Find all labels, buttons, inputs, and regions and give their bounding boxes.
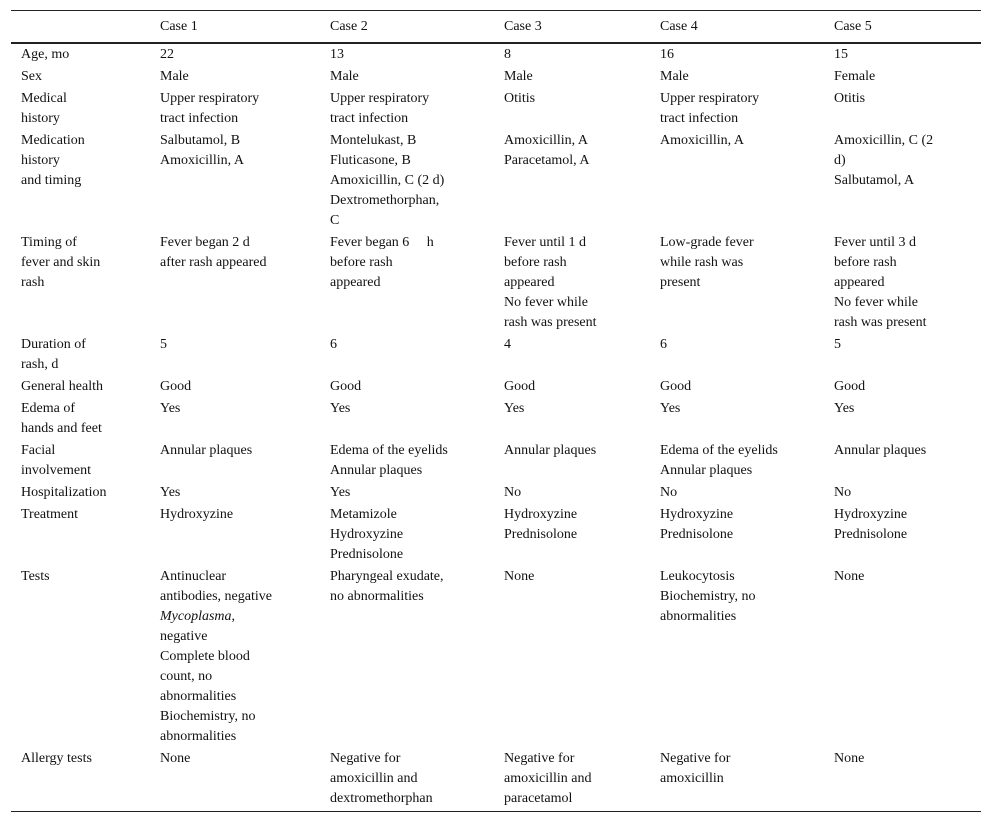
cell-medical-history-case-1 [150,88,320,130]
cell-line: Fever began 6 h [330,235,434,250]
cell-line: No [660,485,678,500]
cell-line: None [160,751,191,766]
cell-line: Female [834,69,876,84]
cell-line: Annular plaques [504,443,597,458]
cell-general-health-case-3 [494,376,650,398]
row-label-line: and timing [21,173,82,188]
row-label-line: Sex [21,69,42,84]
cell-line: Annular plaques [160,443,253,458]
row-label-line: hands and feet [21,421,102,436]
cell-sex-case-4 [650,66,824,88]
cell-facial-involvement-case-3 [494,440,650,482]
row-label-line: Age, mo [21,47,70,62]
cell-line: Male [504,69,533,84]
cell-edema-case-5 [824,398,981,440]
cell-line: 15 [834,47,848,62]
cell-line: before rash [834,255,897,270]
header-cell-case-2: Case 2 [330,19,368,34]
cell-line: No fever while [504,295,588,310]
cell-line: 4 [504,337,511,352]
cell-line: paracetamol [504,791,573,806]
cell-medication-history-case-5 [824,130,981,232]
cell-line: Metamizole [330,507,397,522]
cell-line: Annular plaques [330,463,423,478]
cell-line: while rash was [660,255,744,270]
cell-line: 8 [504,47,511,62]
cell-line: Male [660,69,689,84]
cell-duration-rash-case-3 [494,334,650,376]
cell-sex-case-2 [320,66,494,88]
cell-line: Montelukast, B [330,133,417,148]
cell-treatment-case-3 [494,504,650,566]
row-label-line: Hospitalization [21,485,107,500]
cell-hospitalization-case-3 [494,482,650,504]
row-label-edema [11,398,150,440]
cell-line: Fever until 1 d [504,235,587,250]
cell-edema-case-1 [150,398,320,440]
cell-tests-case-4 [650,566,824,748]
cell-facial-involvement-case-4 [650,440,824,482]
cell-line: None [834,751,865,766]
cell-line: appeared [504,275,555,290]
cell-allergy-tests-case-1 [150,748,320,812]
cell-line: Antinuclear [160,569,227,584]
cell-hospitalization-case-2 [320,482,494,504]
cell-line: Good [834,379,866,394]
cell-timing-fever-rash-case-4 [650,232,824,334]
cell-line: Negative for [330,751,401,766]
cell-duration-rash-case-1 [150,334,320,376]
cell-line: Edema of the eyelids [660,443,778,458]
cell-tests-case-1 [150,566,320,748]
row-label-hospitalization [11,482,150,504]
cell-line: Fluticasone, B [330,153,411,168]
row-label-timing-fever-rash [11,232,150,334]
cell-line: Prednisolone [504,527,578,542]
cell-line: 6 [330,337,337,352]
cell-line: Amoxicillin, C (2 [834,133,934,148]
cell-line: abnormalities [660,609,737,624]
row-label-treatment [11,504,150,566]
cell-age-case-3 [494,43,650,66]
cell-line: Otitis [834,91,866,106]
table-row-sex [11,66,981,88]
cell-line: abnormalities [160,729,237,744]
cell-line: abnormalities [160,689,237,704]
cell-duration-rash-case-2 [320,334,494,376]
cell-facial-involvement-case-5 [824,440,981,482]
cell-line: Amoxicillin, A [660,133,744,148]
cell-age-case-4 [650,43,824,66]
cell-line: Biochemistry, no [660,589,756,604]
row-label-line: fever and skin [21,255,101,270]
table-row-hospitalization [11,482,981,504]
cell-edema-case-3 [494,398,650,440]
table-row-treatment [11,504,981,566]
header-cell-case-5: Case 5 [834,19,872,34]
cell-line: Salbutamol, B [160,133,241,148]
cell-line: amoxicillin [660,771,724,786]
table-row-facial-involvement [11,440,981,482]
cell-age-case-1 [150,43,320,66]
row-label-line: Medication [21,133,85,148]
row-label-line: Timing of [21,235,77,250]
cell-edema-case-4 [650,398,824,440]
cell-treatment-case-1 [150,504,320,566]
cell-line: Yes [834,401,855,416]
cell-facial-involvement-case-1 [150,440,320,482]
cell-line: after rash appeared [160,255,267,270]
cell-general-health-case-1 [150,376,320,398]
cell-medication-history-case-2 [320,130,494,232]
row-label-line: Tests [21,569,50,584]
cell-general-health-case-4 [650,376,824,398]
cell-hospitalization-case-5 [824,482,981,504]
row-label-facial-involvement [11,440,150,482]
cell-line: Upper respiratory [660,91,760,106]
cell-medical-history-case-3 [494,88,650,130]
cell-treatment-case-2 [320,504,494,566]
cell-line: appeared [330,275,381,290]
cell-sex-case-3 [494,66,650,88]
cell-line: Yes [160,401,181,416]
cell-line: Yes [504,401,525,416]
cell-line: Paracetamol, A [504,153,590,168]
cell-line: Low-grade fever [660,235,754,250]
table-header [11,11,981,44]
table-row-tests [11,566,981,748]
cell-line: Hydroxyzine [660,507,734,522]
cell-line: negative [160,629,208,644]
cell-line: tract infection [330,111,409,126]
cell-allergy-tests-case-2 [320,748,494,812]
row-label-general-health [11,376,150,398]
table-row-duration-rash [11,334,981,376]
table-row-medical-history [11,88,981,130]
header-cell-case-3: Case 3 [504,19,542,34]
row-label-line: Duration of [21,337,86,352]
header-cell-case-1: Case 1 [160,19,198,34]
cell-medical-history-case-2 [320,88,494,130]
row-label-line: rash, d [21,357,59,372]
cell-timing-fever-rash-case-5 [824,232,981,334]
cell-line: rash was present [504,315,597,330]
cell-line: No [834,485,852,500]
cell-timing-fever-rash-case-3 [494,232,650,334]
row-label-age [11,43,150,66]
cell-line: Upper respiratory [330,91,430,106]
cell-line: Hydroxyzine [330,527,404,542]
cell-line: tract infection [160,111,239,126]
table-row-timing-fever-rash [11,232,981,334]
cell-line: Complete blood [160,649,250,664]
cell-line: before rash [504,255,567,270]
table-row-age [11,43,981,66]
cell-line: No fever while [834,295,918,310]
cell-line: d) [834,153,846,168]
cell-line: Fever began 2 d [160,235,250,250]
cell-line: dextromethorphan [330,791,433,806]
table-row-allergy-tests [11,748,981,812]
header-row [11,11,981,44]
cell-line: Hydroxyzine [504,507,578,522]
cell-line: Good [160,379,192,394]
cell-treatment-case-4 [650,504,824,566]
row-label-tests [11,566,150,748]
cell-timing-fever-rash-case-1 [150,232,320,334]
cell-line: Annular plaques [834,443,927,458]
cell-line: Yes [330,485,351,500]
header-cell-blank [11,11,150,44]
row-label-line: history [21,111,60,126]
cell-line: appeared [834,275,885,290]
cell-line: tract infection [660,111,739,126]
cell-tests-case-5 [824,566,981,748]
cell-medical-history-case-5 [824,88,981,130]
cell-line: Yes [330,401,351,416]
cell-line: Yes [660,401,681,416]
cell-line: C [330,213,340,228]
cell-line: Upper respiratory [160,91,260,106]
cell-line: Biochemistry, no [160,709,256,724]
cell-line: Hydroxyzine [160,507,234,522]
cell-line: amoxicillin and [330,771,418,786]
cell-line: 5 [160,337,167,352]
row-label-allergy-tests [11,748,150,812]
row-label-line: Allergy tests [21,751,92,766]
cell-line: Edema of the eyelids [330,443,448,458]
cell-line: Good [504,379,536,394]
clinical-cases-table [11,10,981,812]
cell-line: Negative for [504,751,575,766]
cell-line: Salbutamol, A [834,173,915,188]
cell-line: Pharyngeal exudate, [330,569,444,584]
cell-line: 5 [834,337,841,352]
cell-allergy-tests-case-3 [494,748,650,812]
cell-line: antibodies, negative [160,589,272,604]
cell-line: 6 [660,337,667,352]
cell-line: Good [330,379,362,394]
cell-line: 16 [660,47,674,62]
cell-line: None [504,569,535,584]
cell-line: Prednisolone [660,527,734,542]
cell-line: present [660,275,701,290]
cell-facial-involvement-case-2 [320,440,494,482]
row-label-line: Facial [21,443,56,458]
cell-general-health-case-2 [320,376,494,398]
cell-line: before rash [330,255,393,270]
table-row-medication-history [11,130,981,232]
cell-medication-history-case-1 [150,130,320,232]
cell-line: 13 [330,47,344,62]
cell-medical-history-case-4 [650,88,824,130]
cell-line: Prednisolone [834,527,908,542]
cell-line: Male [330,69,359,84]
cell-tests-case-3 [494,566,650,748]
cell-line: rash was present [834,315,927,330]
cell-line: Male [160,69,189,84]
cell-medication-history-case-4 [650,130,824,232]
cell-duration-rash-case-4 [650,334,824,376]
cell-sex-case-5 [824,66,981,88]
row-label-medication-history [11,130,150,232]
row-label-line: history [21,153,60,168]
row-label-line: Edema of [21,401,76,416]
table-body [11,43,981,812]
cell-duration-rash-case-5 [824,334,981,376]
cell-line: Mycoplasma, [160,609,236,624]
cell-line: None [834,569,865,584]
cell-line: No [504,485,522,500]
row-label-line: involvement [21,463,91,478]
cell-line: Negative for [660,751,731,766]
cell-line: Leukocytosis [660,569,735,584]
cell-age-case-5 [824,43,981,66]
row-label-line: rash [21,275,45,290]
cell-treatment-case-5 [824,504,981,566]
cell-line: no abnormalities [330,589,424,604]
cell-line: Otitis [504,91,536,106]
row-label-medical-history [11,88,150,130]
cell-line: 22 [160,47,174,62]
cell-line: count, no [160,669,213,684]
header-cell-case-4: Case 4 [660,19,698,34]
cell-tests-case-2 [320,566,494,748]
row-label-line: General health [21,379,104,394]
cell-line: Amoxicillin, A [504,133,588,148]
cell-line: Fever until 3 d [834,235,917,250]
cell-timing-fever-rash-case-2 [320,232,494,334]
cell-line: Annular plaques [660,463,753,478]
cell-line: amoxicillin and [504,771,592,786]
row-label-line: Medical [21,91,67,106]
row-label-sex [11,66,150,88]
cell-edema-case-2 [320,398,494,440]
cell-allergy-tests-case-5 [824,748,981,812]
cell-medication-history-case-3 [494,130,650,232]
cell-general-health-case-5 [824,376,981,398]
cell-allergy-tests-case-4 [650,748,824,812]
cell-sex-case-1 [150,66,320,88]
cell-age-case-2 [320,43,494,66]
cell-line: Good [660,379,692,394]
row-label-line: Treatment [21,507,79,522]
cell-line: Hydroxyzine [834,507,908,522]
cell-line: Amoxicillin, C (2 d) [330,173,445,188]
table-row-edema [11,398,981,440]
table-row-general-health [11,376,981,398]
cell-line: Amoxicillin, A [160,153,244,168]
cell-line: Yes [160,485,181,500]
cell-line: Dextromethorphan, [330,193,440,208]
cell-line: Prednisolone [330,547,404,562]
cell-hospitalization-case-4 [650,482,824,504]
cell-hospitalization-case-1 [150,482,320,504]
row-label-duration-rash [11,334,150,376]
